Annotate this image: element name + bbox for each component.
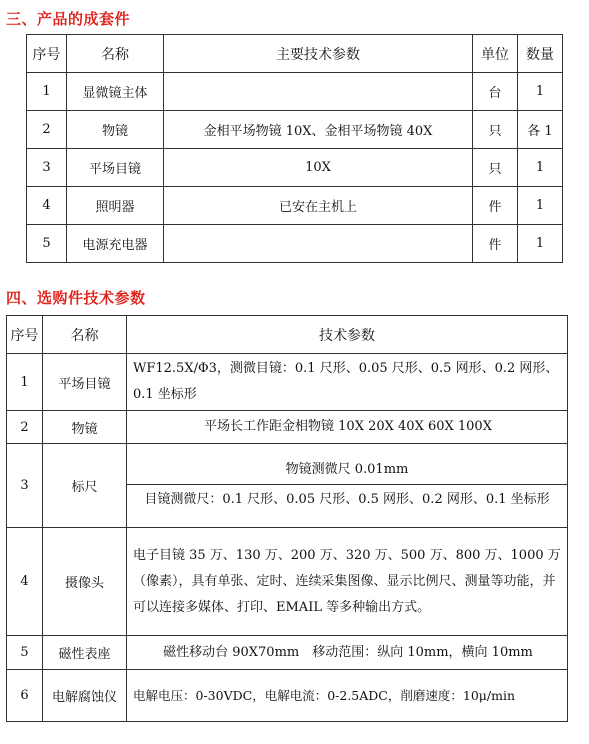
cell-no: 1 bbox=[27, 73, 67, 111]
cell-name: 平场目镜 bbox=[67, 149, 164, 187]
cell-no: 5 bbox=[7, 636, 43, 670]
cell-spec-a: 物镜测微尺 0.01mm bbox=[127, 456, 567, 485]
table-row bbox=[7, 670, 568, 722]
cell-no: 4 bbox=[7, 528, 43, 636]
cell-spec bbox=[164, 225, 473, 263]
cell-unit: 件 bbox=[473, 225, 518, 263]
table-row bbox=[27, 225, 563, 263]
cell-spec: 磁性移动台 90X70mm 移动范围：纵向 10mm，横向 10mm bbox=[127, 636, 568, 670]
cell-name: 显微镜主体 bbox=[67, 73, 164, 111]
header-no: 序号 bbox=[27, 35, 67, 73]
header-qty: 数量 bbox=[518, 35, 563, 73]
header-name: 名称 bbox=[67, 35, 164, 73]
cell-no: 6 bbox=[7, 670, 43, 722]
section-heading-products: 三、产品的成套件 bbox=[6, 10, 131, 28]
cell-name: 平场目镜 bbox=[43, 354, 127, 411]
table-row bbox=[27, 187, 563, 225]
cell-no: 2 bbox=[7, 411, 43, 444]
table-row bbox=[7, 528, 568, 636]
cell-unit: 只 bbox=[473, 111, 518, 149]
cell-no: 1 bbox=[7, 354, 43, 411]
options-table bbox=[6, 315, 568, 722]
products-table bbox=[26, 34, 563, 263]
cell-name: 电解腐蚀仪 bbox=[43, 670, 127, 722]
table-row bbox=[7, 354, 568, 411]
cell-spec: 已安在主机上 bbox=[164, 187, 473, 225]
cell-name: 照明器 bbox=[67, 187, 164, 225]
cell-qty: 1 bbox=[518, 149, 563, 187]
cell-no: 3 bbox=[27, 149, 67, 187]
table-header-row bbox=[7, 316, 568, 354]
cell-spec: 电子目镜 35 万、130 万、200 万、320 万、500 万、800 万、1000 万（像素），具有单张、定时、连续采集图像、显示比例尺、测量等功能，并可以连接多媒体、打印、EMAIL 等多种输出方式。 bbox=[127, 528, 568, 636]
cell-no: 4 bbox=[27, 187, 67, 225]
header-spec: 主要技术参数 bbox=[164, 35, 473, 73]
cell-name: 物镜 bbox=[67, 111, 164, 149]
cell-spec-b: 目镜测微尺：0.1 尺形、0.05 尺形、0.5 网形、0.2 网形、0.1 坐标形 bbox=[144, 492, 550, 507]
cell-spec-group bbox=[127, 444, 568, 528]
cell-name: 物镜 bbox=[43, 411, 127, 444]
cell-qty: 各 1 bbox=[518, 111, 563, 149]
table-row bbox=[7, 411, 568, 444]
table-row bbox=[7, 636, 568, 670]
cell-no: 3 bbox=[7, 444, 43, 528]
cell-unit: 只 bbox=[473, 149, 518, 187]
cell-spec bbox=[164, 73, 473, 111]
cell-unit: 台 bbox=[473, 73, 518, 111]
table-row bbox=[27, 149, 563, 187]
cell-name: 摄像头 bbox=[43, 528, 127, 636]
header-no: 序号 bbox=[7, 316, 43, 354]
header-name: 名称 bbox=[43, 316, 127, 354]
cell-spec: 电解电压：0-30VDC，电解电流：0-2.5ADC，削磨速度：10μ/min bbox=[127, 670, 568, 722]
cell-name: 电源充电器 bbox=[67, 225, 164, 263]
cell-spec: WF12.5X/Φ3，测微目镜：0.1 尺形、0.05 尺形、0.5 网形、0.2 网形、0.1 坐标形 bbox=[127, 354, 568, 411]
section-heading-options: 四、选购件技术参数 bbox=[6, 289, 146, 307]
table-row bbox=[27, 111, 563, 149]
cell-no: 5 bbox=[27, 225, 67, 263]
cell-spec: 平场长工作距金相物镜 10X 20X 40X 60X 100X bbox=[127, 411, 568, 444]
table-row bbox=[27, 73, 563, 111]
cell-name: 磁性表座 bbox=[43, 636, 127, 670]
cell-qty: 1 bbox=[518, 187, 563, 225]
cell-spec: 10X bbox=[164, 149, 473, 187]
table-row bbox=[7, 444, 568, 528]
cell-spec: 金相平场物镜 10X、金相平场物镜 40X bbox=[164, 111, 473, 149]
cell-no: 2 bbox=[27, 111, 67, 149]
header-unit: 单位 bbox=[473, 35, 518, 73]
table-header-row bbox=[27, 35, 563, 73]
cell-unit: 件 bbox=[473, 187, 518, 225]
cell-qty: 1 bbox=[518, 73, 563, 111]
cell-name: 标尺 bbox=[43, 444, 127, 528]
cell-qty: 1 bbox=[518, 225, 563, 263]
header-spec: 技术参数 bbox=[127, 316, 568, 354]
